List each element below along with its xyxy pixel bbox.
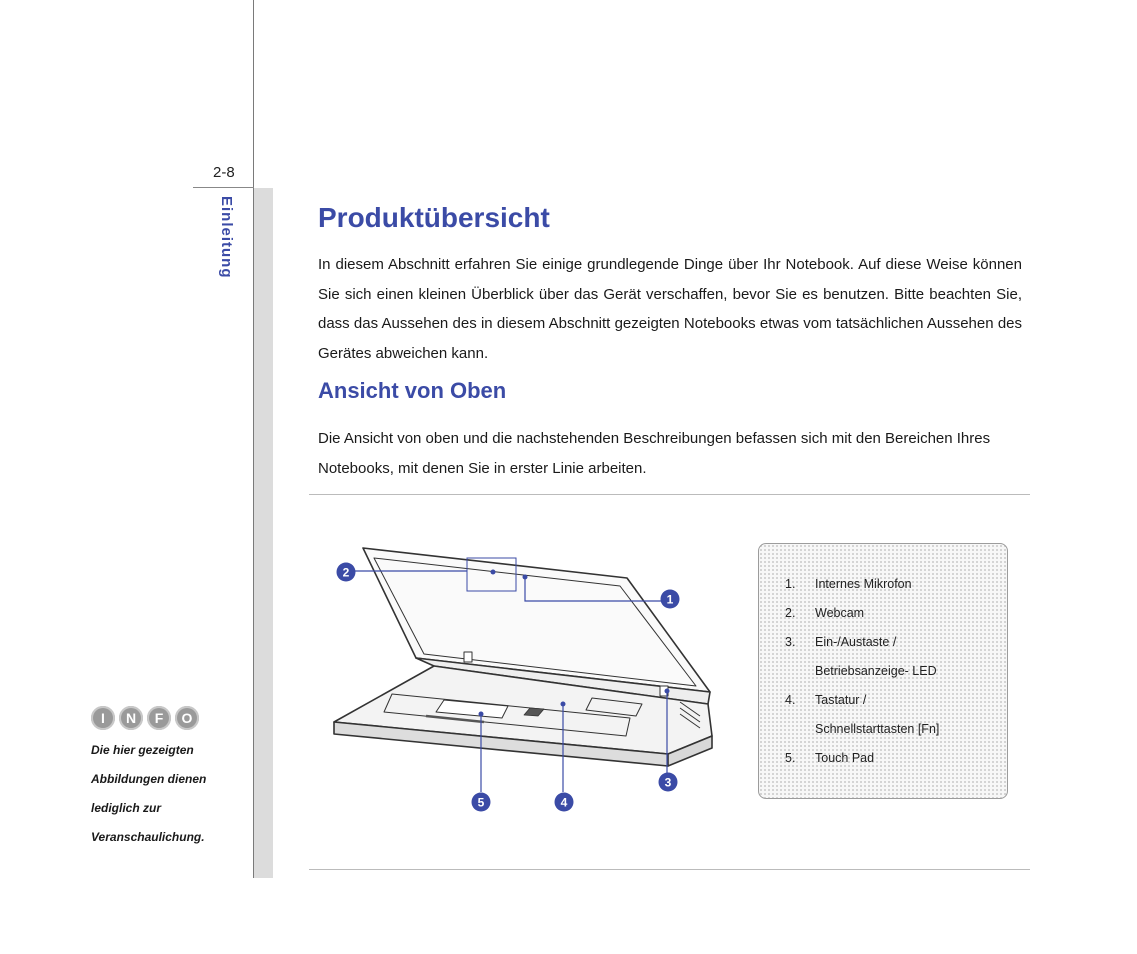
top-vertical-line — [253, 0, 254, 188]
intro-paragraph: In diesem Abschnitt erfahren Sie einige grundlegende Dinge über Ihr Notebook. Auf diese Weise können Sie sich einen kleinen Überblick über das Gerät verschaffen, bevor Sie es benutzen. Bitte beachten Sie, dass das Aussehen des in diesem Abschnitt gezeigten Notebooks etwas vom tatsächlichen Aussehen des Gerätes abweichen kann. — [318, 256, 1022, 362]
legend-item: 3. Ein-/Austaste / — [785, 635, 897, 649]
chapter-label: Einleitung — [218, 196, 235, 279]
divider-bottom — [309, 869, 1030, 870]
section-title: Ansicht von Oben — [318, 378, 507, 403]
page-number: 2-8 — [213, 164, 235, 181]
callout-5 — [472, 793, 491, 812]
section-paragraph: Die Ansicht von oben und die nachstehenden Beschreibungen befassen sich mit den Bereichen Ihres Notebooks, mit denen Sie in erster Linie arbeiten. — [318, 430, 991, 477]
laptop-illustration — [330, 540, 730, 830]
svg-text:1: 1 — [666, 592, 674, 607]
legend-item: 2. Webcam — [785, 606, 865, 620]
callout-3 — [659, 773, 678, 792]
legend-list — [785, 570, 1005, 773]
svg-text:3: 3 — [664, 775, 672, 790]
legend-item: Betriebsanzeige- LED — [815, 664, 937, 678]
info-badge-o: O — [175, 706, 199, 730]
legend-item: 1. Internes Mikrofon — [785, 577, 912, 591]
info-note: Die hier gezeigten Abbildungen dienen lediglich zur Veranschaulichung. — [91, 743, 207, 844]
legend-item: 5. Touch Pad — [785, 751, 875, 765]
callout-4 — [555, 793, 574, 812]
info-badge-f: F — [147, 706, 171, 730]
svg-text:4: 4 — [560, 795, 568, 810]
legend-item: Schnellstarttasten [Fn] — [815, 722, 940, 736]
callout-2 — [337, 563, 356, 582]
callout-1 — [661, 590, 680, 609]
page-number-rule — [193, 187, 254, 188]
info-badge-i: I — [91, 706, 115, 730]
legend-box — [758, 543, 1008, 799]
info-badge-n: N — [119, 706, 143, 730]
side-band-line — [253, 188, 254, 878]
info-icon — [91, 706, 199, 730]
page-title: Produktübersicht — [318, 202, 550, 233]
divider-top — [309, 494, 1030, 495]
legend-item: 4. Tastatur / — [785, 693, 867, 707]
svg-text:5: 5 — [477, 795, 485, 810]
svg-text:2: 2 — [342, 565, 350, 580]
side-band — [253, 188, 273, 878]
